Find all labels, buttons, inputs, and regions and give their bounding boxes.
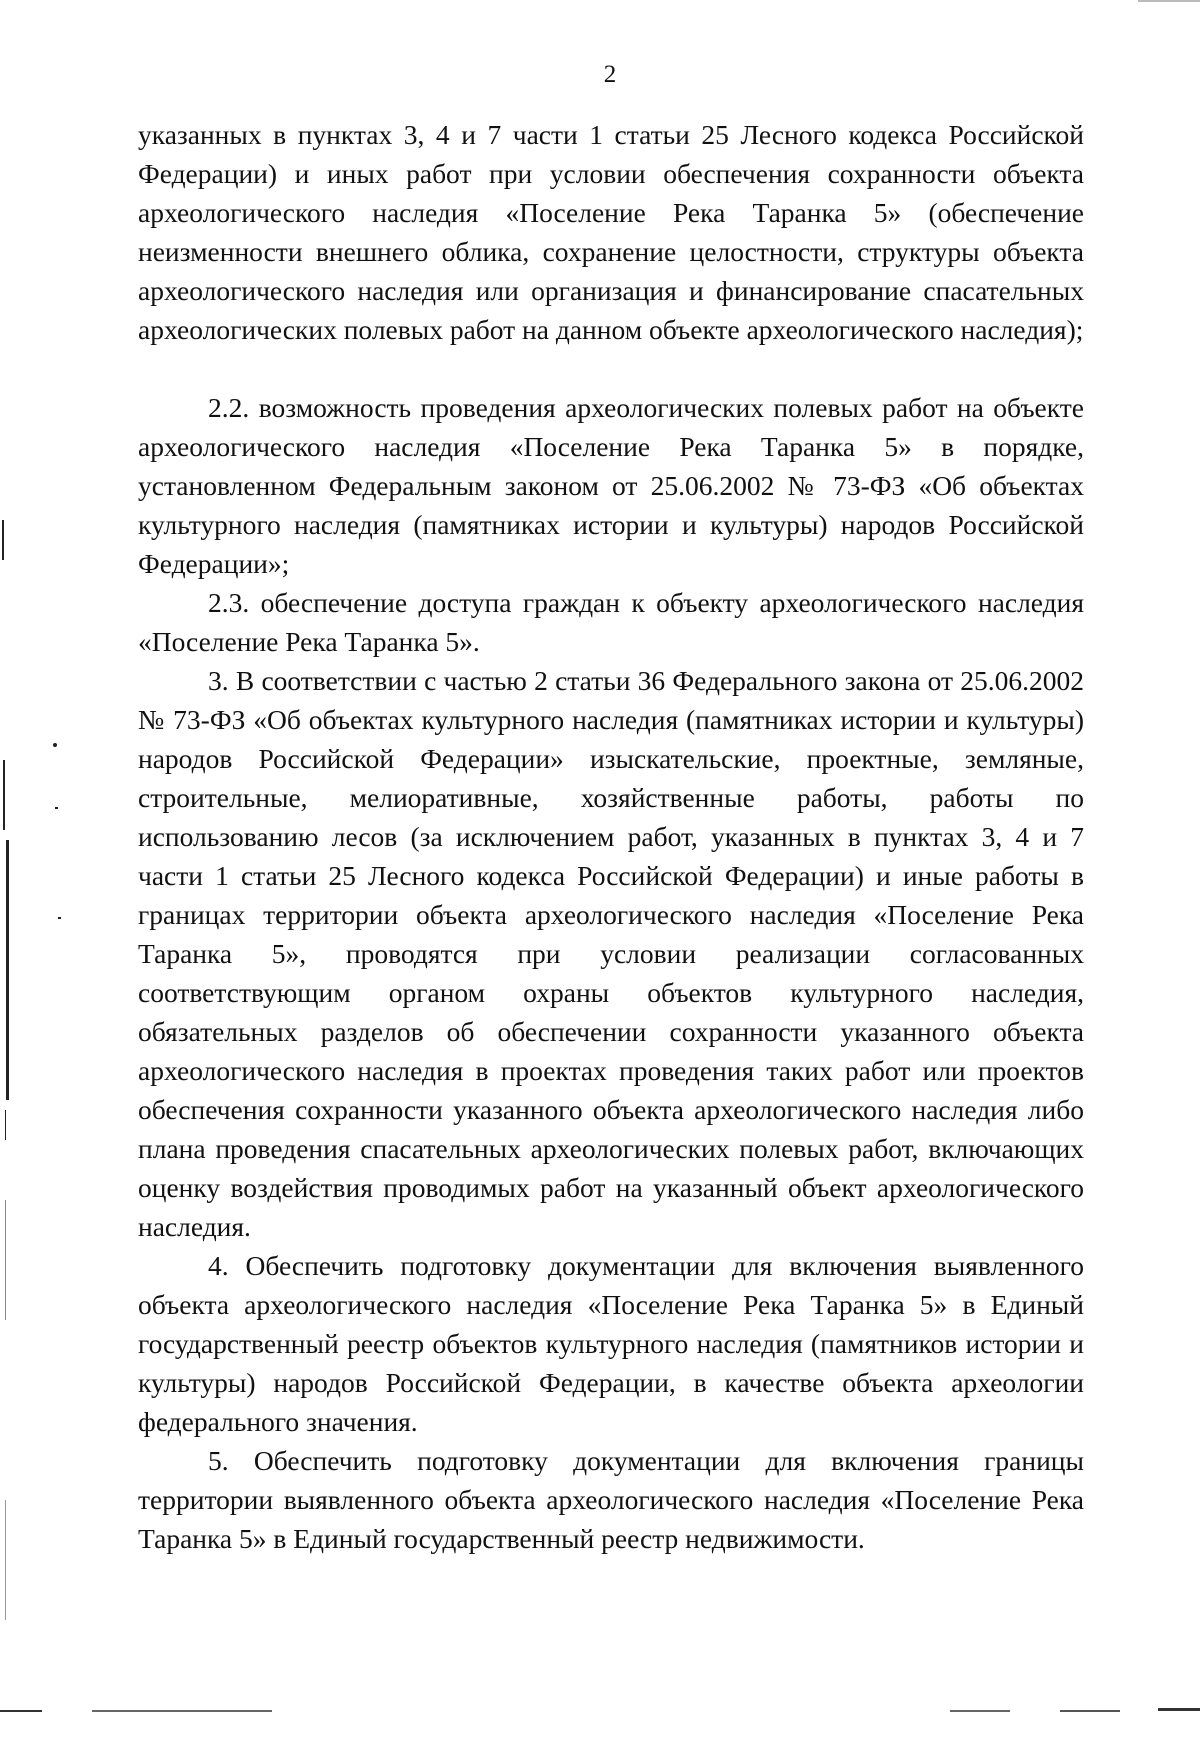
scan-left-mark: [5, 1200, 6, 1320]
scan-edge-line: [1138, 0, 1200, 2]
paragraph-2-1-continuation: указанных в пунктах 3, 4 и 7 части 1 статьи 25 Лесного кодекса Российской Федерации) и иных работ при условии обеспечения сохранности объекта археологического наследия «Поселение Река Таранка 5» (обеспечение неизменности внешнего облика, сохранение целостности, структуры объекта археологического наследия или организация и финансирование спасательных археологических полевых работ на данном объекте археологического наследия);: [138, 119, 1084, 345]
scan-bottom-line: [950, 1710, 1010, 1712]
scan-dot: [55, 807, 58, 809]
scan-dot: [58, 917, 61, 919]
paragraph-2-3: 2.3. обеспечение доступа граждан к объекту археологического наследия «Поселение Река Таранка 5».: [138, 587, 1084, 657]
scan-left-mark: [5, 1500, 6, 1620]
page-number: 2: [603, 61, 617, 88]
paragraph-2-2: 2.2. возможность проведения археологических полевых работ на объекте археологического наследия «Поселение Река Таранка 5» в порядке, установленном Федеральным законом от 25.06.2002 № 73-ФЗ «Об объектах культурного наследия (памятниках истории и культуры) народов Российской Федерации»;: [138, 392, 1084, 579]
scan-left-mark: [3, 760, 5, 830]
paragraph-3: 3. В соответствии с частью 2 статьи 36 Федерального закона от 25.06.2002 № 73-ФЗ «Об объектах культурного наследия (памятниках истории и культуры) народов Российской Федерации» изыскательские, проектные, земляные, строительные, мелиоративные, хозяйственные работы, работы по использованию лесов (за исключением работ, указанных в пунктах 3, 4 и 7 части 1 статьи 25 Лесного кодекса Российской Федерации) и иные работы в границах территории объекта археологического наследия «Поселение Река Таранка 5», проводятся при условии реализации согласованных соответствующим органом охраны объектов культурного наследия, обязательных разделов об обеспечении сохранности указанного объекта археологического наследия в проектах проведения таких работ или проектов обеспечения сохранности указанного объекта археологического наследия либо плана проведения спасательных археологических полевых работ, включающих оценку воздействия проводимых работ на указанный объект археологического наследия.: [138, 665, 1084, 1242]
scan-left-mark: [2, 520, 4, 560]
paragraph-5: 5. Обеспечить подготовку документации для включения границы территории выявленного объекта археологического наследия «Поселение Река Таранка 5» в Единый государственный реестр недвижимости.: [138, 1445, 1084, 1554]
scan-bottom-line: [92, 1710, 272, 1712]
paragraph-4: 4. Обеспечить подготовку документации для включения выявленного объекта археологического наследия «Поселение Река Таранка 5» в Единый государственный реестр объектов культурного наследия (памятников истории и культуры) народов Российской Федерации, в качестве объекта археологии федерального значения.: [138, 1250, 1084, 1437]
scan-bottom-line: [0, 1710, 42, 1712]
scan-left-mark: [5, 1110, 6, 1140]
scan-dot: [53, 743, 57, 747]
scan-bottom-line: [1158, 1708, 1200, 1711]
scan-bottom-line: [1060, 1710, 1120, 1712]
scan-left-mark: [6, 840, 9, 1100]
